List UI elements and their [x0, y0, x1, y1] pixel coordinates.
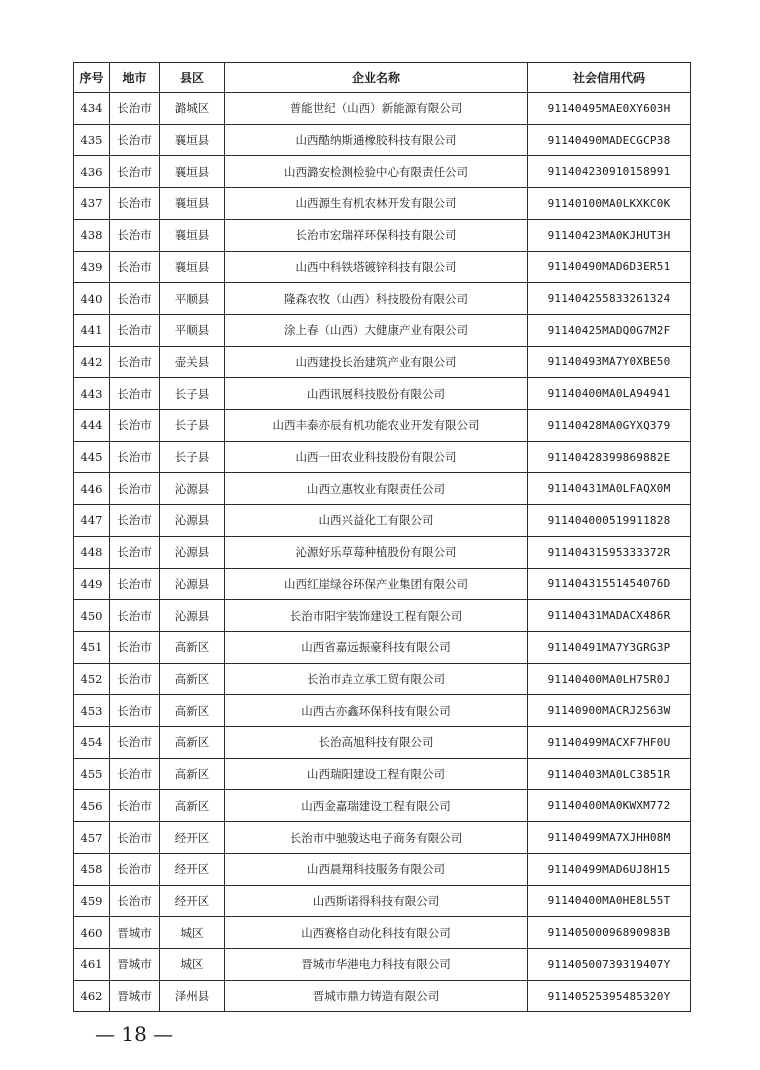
cell-serial-number: 457 [74, 822, 110, 854]
cell-credit-code: 91140499MA7XJHH08M [528, 822, 691, 854]
cell-company-name: 沁源好乐草莓种植股份有限公司 [225, 536, 528, 568]
cell-county: 潞城区 [160, 93, 225, 125]
cell-serial-number: 452 [74, 663, 110, 695]
cell-city: 长治市 [110, 885, 160, 917]
header-credit-code: 社会信用代码 [528, 63, 691, 93]
cell-county: 襄垣县 [160, 219, 225, 251]
cell-serial-number: 435 [74, 124, 110, 156]
cell-county: 高新区 [160, 663, 225, 695]
cell-county: 经开区 [160, 885, 225, 917]
cell-credit-code: 91140431551454076D [528, 568, 691, 600]
cell-city: 长治市 [110, 346, 160, 378]
table-row [74, 314, 691, 346]
cell-credit-code: 91140428399869882E [528, 441, 691, 473]
cell-serial-number: 434 [74, 93, 110, 125]
table-row [74, 156, 691, 188]
table-row [74, 188, 691, 220]
cell-serial-number: 436 [74, 156, 110, 188]
cell-county: 沁源县 [160, 473, 225, 505]
cell-city: 长治市 [110, 536, 160, 568]
cell-credit-code: 91140490MADECGCP38 [528, 124, 691, 156]
cell-county: 经开区 [160, 853, 225, 885]
cell-city: 长治市 [110, 758, 160, 790]
cell-company-name: 山西红崖绿谷环保产业集团有限公司 [225, 568, 528, 600]
table-row [74, 600, 691, 632]
cell-serial-number: 445 [74, 441, 110, 473]
enterprise-list-table [73, 62, 691, 1012]
cell-city: 长治市 [110, 124, 160, 156]
cell-credit-code: 91140495MAE0XY603H [528, 93, 691, 125]
table-header-row [74, 63, 691, 93]
cell-credit-code: 91140900MACRJ2563W [528, 695, 691, 727]
table-row [74, 219, 691, 251]
cell-serial-number: 454 [74, 727, 110, 759]
cell-serial-number: 459 [74, 885, 110, 917]
cell-company-name: 山西中科铁塔镀锌科技有限公司 [225, 251, 528, 283]
cell-serial-number: 440 [74, 283, 110, 315]
cell-county: 壶关县 [160, 346, 225, 378]
cell-serial-number: 451 [74, 631, 110, 663]
cell-credit-code: 91140400MA0LH75R0J [528, 663, 691, 695]
cell-city: 长治市 [110, 188, 160, 220]
cell-county: 平顺县 [160, 314, 225, 346]
cell-credit-code: 91140490MAD6D3ER51 [528, 251, 691, 283]
cell-credit-code: 91140491MA7Y3GRG3P [528, 631, 691, 663]
cell-company-name: 长治市阳宇装饰建设工程有限公司 [225, 600, 528, 632]
cell-city: 长治市 [110, 600, 160, 632]
cell-city: 长治市 [110, 156, 160, 188]
header-county: 县区 [160, 63, 225, 93]
cell-credit-code: 911404255833261324 [528, 283, 691, 315]
cell-credit-code: 91140400MA0LA94941 [528, 378, 691, 410]
table-row [74, 822, 691, 854]
cell-serial-number: 444 [74, 410, 110, 442]
cell-company-name: 山西一田农业科技股份有限公司 [225, 441, 528, 473]
cell-company-name: 长治市中驰骏达电子商务有限公司 [225, 822, 528, 854]
cell-city: 晋城市 [110, 917, 160, 949]
cell-company-name: 长治市宏瑞祥环保科技有限公司 [225, 219, 528, 251]
cell-county: 沁源县 [160, 505, 225, 537]
table-row [74, 948, 691, 980]
cell-city: 长治市 [110, 441, 160, 473]
table-row [74, 631, 691, 663]
cell-city: 长治市 [110, 568, 160, 600]
cell-credit-code: 91140499MACXF7HF0U [528, 727, 691, 759]
cell-city: 长治市 [110, 378, 160, 410]
cell-county: 经开区 [160, 822, 225, 854]
page-number: — 18 — [95, 1022, 174, 1046]
cell-city: 长治市 [110, 283, 160, 315]
table-row [74, 536, 691, 568]
cell-company-name: 普能世纪（山西）新能源有限公司 [225, 93, 528, 125]
table-row [74, 758, 691, 790]
cell-company-name: 长治市垚立承工贸有限公司 [225, 663, 528, 695]
table-row [74, 124, 691, 156]
cell-city: 长治市 [110, 410, 160, 442]
cell-city: 长治市 [110, 663, 160, 695]
table-row [74, 410, 691, 442]
cell-credit-code: 91140493MA7Y0XBE50 [528, 346, 691, 378]
cell-city: 长治市 [110, 93, 160, 125]
cell-county: 襄垣县 [160, 188, 225, 220]
cell-serial-number: 437 [74, 188, 110, 220]
cell-county: 高新区 [160, 790, 225, 822]
cell-company-name: 山西斯诺得科技有限公司 [225, 885, 528, 917]
cell-credit-code: 91140428MA0GYXQ379 [528, 410, 691, 442]
cell-serial-number: 462 [74, 980, 110, 1012]
cell-company-name: 山西金嘉瑞建设工程有限公司 [225, 790, 528, 822]
cell-county: 长子县 [160, 410, 225, 442]
cell-credit-code: 91140431MADACX486R [528, 600, 691, 632]
cell-serial-number: 455 [74, 758, 110, 790]
cell-serial-number: 439 [74, 251, 110, 283]
cell-credit-code: 91140431MA0LFAQX0M [528, 473, 691, 505]
cell-serial-number: 441 [74, 314, 110, 346]
cell-county: 长子县 [160, 441, 225, 473]
cell-company-name: 长治高旭科技有限公司 [225, 727, 528, 759]
cell-company-name: 山西晨翔科技服务有限公司 [225, 853, 528, 885]
table-row [74, 505, 691, 537]
cell-city: 晋城市 [110, 980, 160, 1012]
cell-credit-code: 91140400MA0KWXM772 [528, 790, 691, 822]
header-city: 地市 [110, 63, 160, 93]
cell-county: 襄垣县 [160, 251, 225, 283]
cell-city: 晋城市 [110, 948, 160, 980]
cell-credit-code: 91140525395485320Y [528, 980, 691, 1012]
cell-city: 长治市 [110, 790, 160, 822]
cell-credit-code: 91140499MAD6UJ8H15 [528, 853, 691, 885]
cell-serial-number: 456 [74, 790, 110, 822]
table-row [74, 917, 691, 949]
cell-county: 城区 [160, 917, 225, 949]
table-row [74, 695, 691, 727]
table-row [74, 251, 691, 283]
cell-county: 沁源县 [160, 600, 225, 632]
table-row [74, 980, 691, 1012]
cell-serial-number: 447 [74, 505, 110, 537]
cell-city: 长治市 [110, 505, 160, 537]
cell-credit-code: 91140431595333372R [528, 536, 691, 568]
cell-company-name: 山西古亦鑫环保科技有限公司 [225, 695, 528, 727]
cell-company-name: 山西建投长治建筑产业有限公司 [225, 346, 528, 378]
cell-serial-number: 438 [74, 219, 110, 251]
cell-credit-code: 91140403MA0LC3851R [528, 758, 691, 790]
cell-city: 长治市 [110, 631, 160, 663]
cell-county: 泽州县 [160, 980, 225, 1012]
cell-city: 长治市 [110, 822, 160, 854]
cell-credit-code: 91140425MADQ0G7M2F [528, 314, 691, 346]
cell-serial-number: 461 [74, 948, 110, 980]
cell-serial-number: 450 [74, 600, 110, 632]
cell-credit-code: 91140500096890983B [528, 917, 691, 949]
cell-company-name: 山西立惠牧业有限责任公司 [225, 473, 528, 505]
cell-company-name: 山西酷纳斯通橡胶科技有限公司 [225, 124, 528, 156]
cell-company-name: 山西丰泰亦辰有机功能农业开发有限公司 [225, 410, 528, 442]
cell-company-name: 涂上春（山西）大健康产业有限公司 [225, 314, 528, 346]
cell-city: 长治市 [110, 473, 160, 505]
table-row [74, 790, 691, 822]
cell-credit-code: 911404000519911828 [528, 505, 691, 537]
header-company-name: 企业名称 [225, 63, 528, 93]
table-row [74, 346, 691, 378]
cell-company-name: 山西省嘉远振豪科技有限公司 [225, 631, 528, 663]
table-body [74, 93, 691, 1012]
cell-county: 襄垣县 [160, 124, 225, 156]
table-row [74, 378, 691, 410]
cell-serial-number: 446 [74, 473, 110, 505]
table-row [74, 885, 691, 917]
cell-county: 高新区 [160, 631, 225, 663]
cell-county: 沁源县 [160, 536, 225, 568]
cell-county: 城区 [160, 948, 225, 980]
cell-credit-code: 91140100MA0LKXKC0K [528, 188, 691, 220]
cell-serial-number: 443 [74, 378, 110, 410]
cell-company-name: 山西兴益化工有限公司 [225, 505, 528, 537]
table-row [74, 853, 691, 885]
cell-county: 沁源县 [160, 568, 225, 600]
table-row [74, 93, 691, 125]
cell-company-name: 晋城市鼎力铸造有限公司 [225, 980, 528, 1012]
cell-credit-code: 91140400MA0HE8L55T [528, 885, 691, 917]
header-serial-number: 序号 [74, 63, 110, 93]
cell-serial-number: 458 [74, 853, 110, 885]
cell-serial-number: 442 [74, 346, 110, 378]
table-row [74, 441, 691, 473]
table-row [74, 727, 691, 759]
cell-city: 长治市 [110, 314, 160, 346]
cell-city: 长治市 [110, 853, 160, 885]
cell-serial-number: 449 [74, 568, 110, 600]
cell-company-name: 山西讯展科技股份有限公司 [225, 378, 528, 410]
cell-city: 长治市 [110, 251, 160, 283]
cell-company-name: 山西瑞阳建设工程有限公司 [225, 758, 528, 790]
cell-city: 长治市 [110, 695, 160, 727]
table-row [74, 283, 691, 315]
cell-serial-number: 453 [74, 695, 110, 727]
cell-county: 高新区 [160, 727, 225, 759]
cell-company-name: 隆森农牧（山西）科技股份有限公司 [225, 283, 528, 315]
cell-county: 高新区 [160, 758, 225, 790]
cell-company-name: 山西潞安检测检验中心有限责任公司 [225, 156, 528, 188]
cell-county: 长子县 [160, 378, 225, 410]
cell-company-name: 山西赛格自动化科技有限公司 [225, 917, 528, 949]
cell-city: 长治市 [110, 727, 160, 759]
cell-county: 襄垣县 [160, 156, 225, 188]
table-row [74, 568, 691, 600]
cell-county: 平顺县 [160, 283, 225, 315]
cell-serial-number: 448 [74, 536, 110, 568]
cell-company-name: 山西源生有机农林开发有限公司 [225, 188, 528, 220]
cell-company-name: 晋城市华港电力科技有限公司 [225, 948, 528, 980]
table-row [74, 663, 691, 695]
table-row [74, 473, 691, 505]
cell-credit-code: 91140423MA0KJHUT3H [528, 219, 691, 251]
cell-serial-number: 460 [74, 917, 110, 949]
cell-city: 长治市 [110, 219, 160, 251]
cell-credit-code: 911404230910158991 [528, 156, 691, 188]
cell-credit-code: 91140500739319407Y [528, 948, 691, 980]
cell-county: 高新区 [160, 695, 225, 727]
